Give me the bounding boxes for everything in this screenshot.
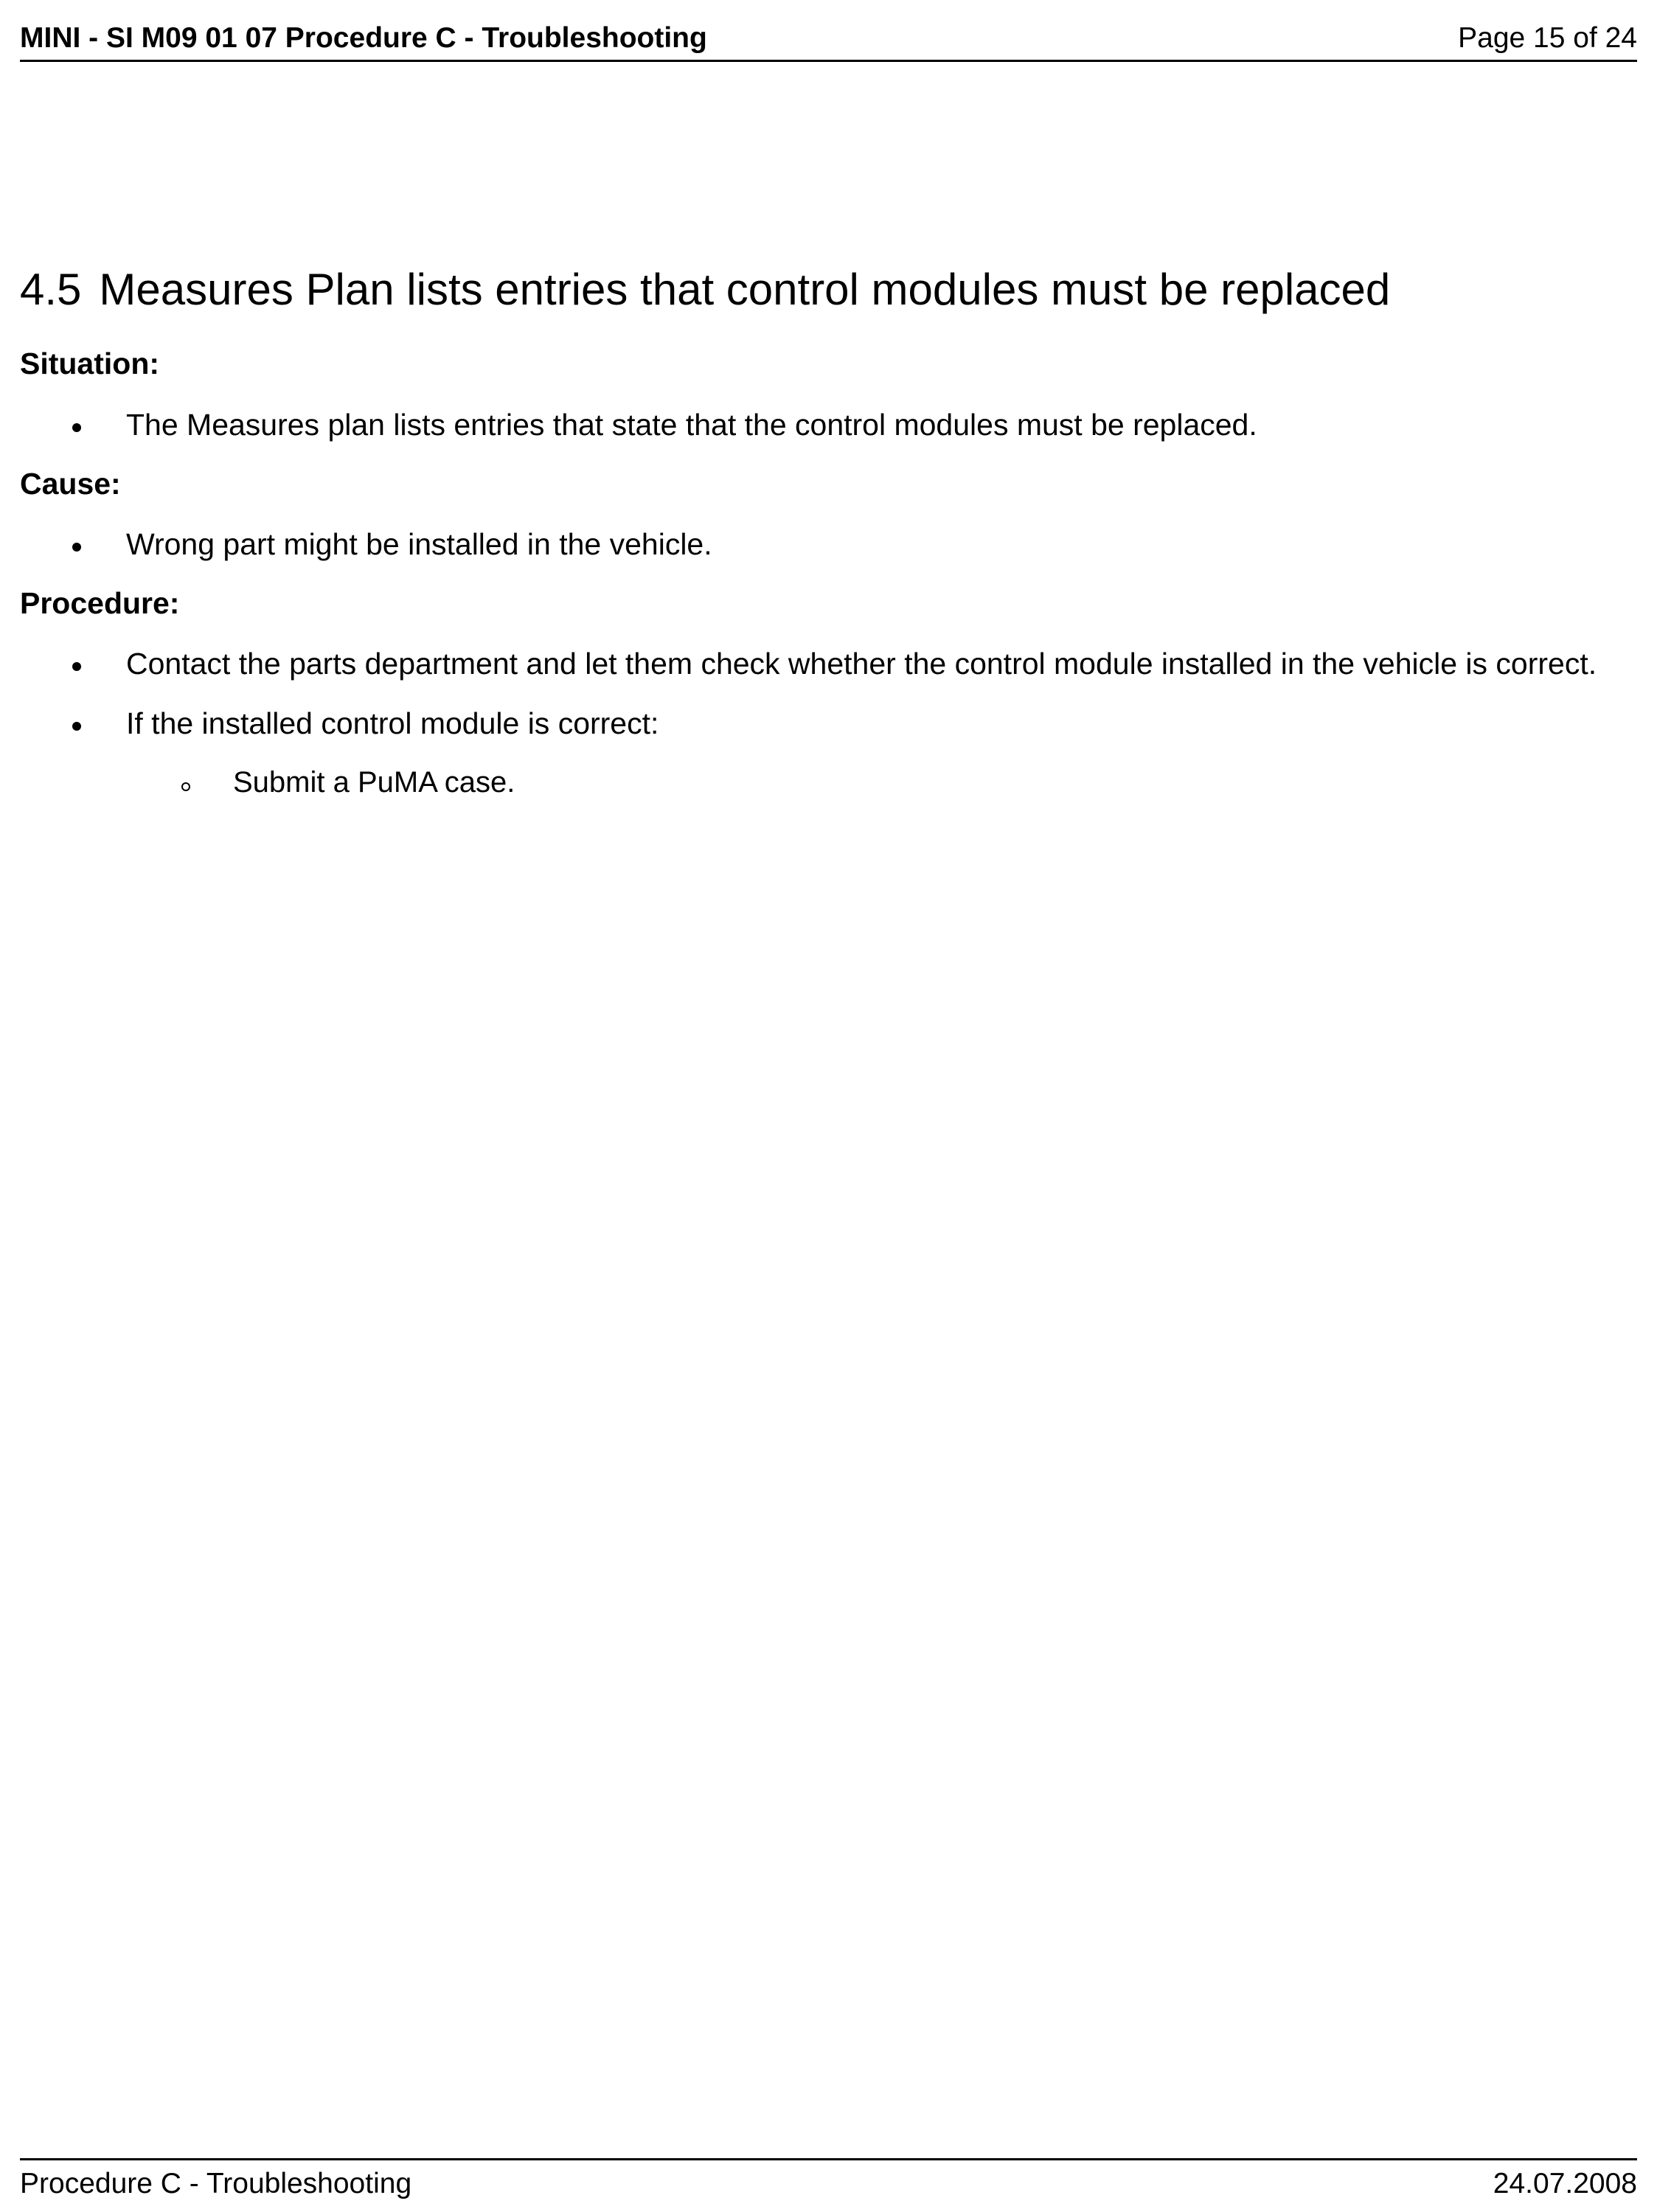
- situation-item-text: The Measures plan lists entries that state that the control modules must be replaced.: [126, 408, 1257, 442]
- bullet-icon: [72, 722, 81, 731]
- bullet-icon: [72, 662, 81, 671]
- footer-date: 24.07.2008: [1493, 2168, 1637, 2199]
- page-number: Page 15 of 24: [1458, 22, 1637, 54]
- procedure-subitem-text: Submit a PuMA case.: [233, 766, 515, 799]
- bullet-icon: [72, 423, 81, 432]
- cause-label: Cause:: [20, 467, 121, 501]
- page-header: [20, 16, 1637, 62]
- procedure-item-text: If the installed control module is correct:: [126, 706, 659, 740]
- bullet-icon: [72, 543, 81, 552]
- section-heading: [20, 264, 1390, 315]
- procedure-label: Procedure:: [20, 586, 180, 620]
- procedure-item-text: Contact the parts department and let them check whether the control module installed in the vehicle is correct.: [126, 647, 1597, 681]
- cause-item-text: Wrong part might be installed in the vehicle.: [126, 527, 712, 561]
- section-title: Measures Plan lists entries that control modules must be replaced: [99, 265, 1391, 314]
- section-number: 4.5: [20, 265, 82, 314]
- situation-label: Situation:: [20, 347, 160, 380]
- hollow-bullet-icon: [181, 782, 190, 791]
- page-footer: [20, 2158, 1637, 2202]
- document-title: MINI - SI M09 01 07 Procedure C - Troubleshooting: [20, 22, 707, 54]
- footer-document-name: Procedure C - Troubleshooting: [20, 2168, 412, 2199]
